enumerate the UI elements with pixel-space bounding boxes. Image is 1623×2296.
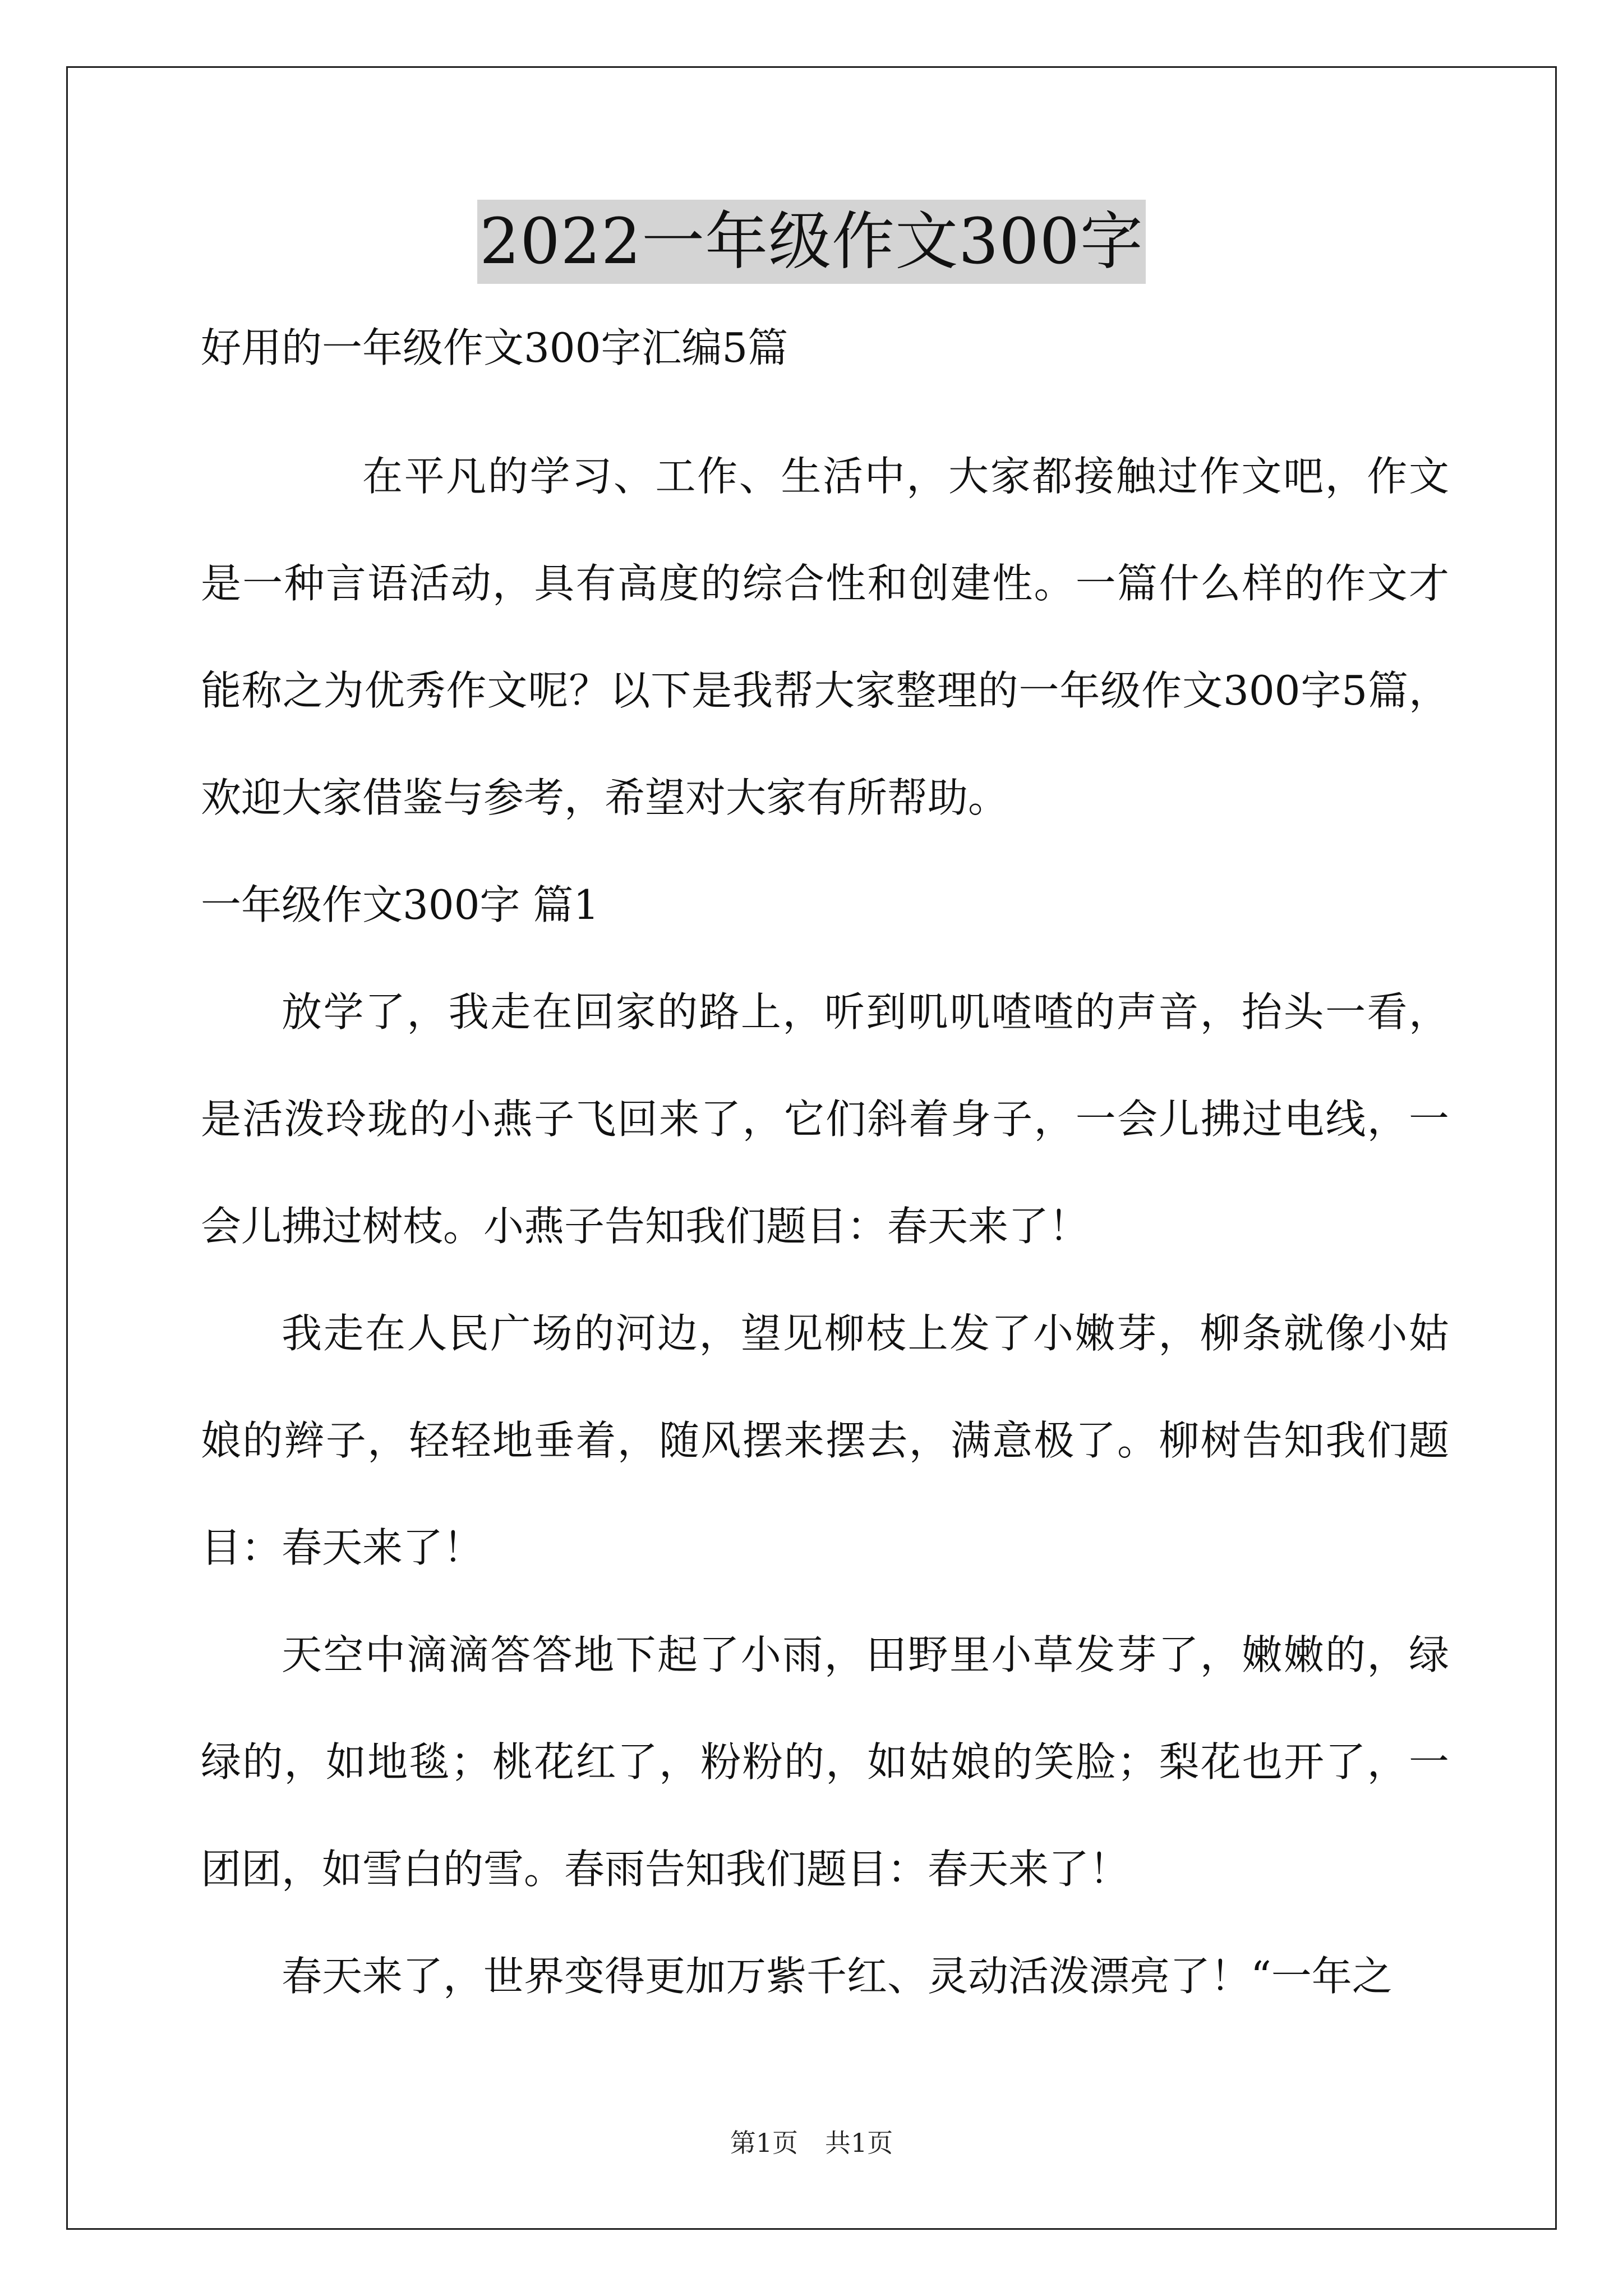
section-heading: 一年级作文300字 篇1 <box>201 881 600 928</box>
section-paragraph: 春天来了，世界变得更加万紫千红、灵动活泼漂亮了！“一年之 <box>282 1953 1393 2000</box>
section-paragraph: 放学了，我走在回家的路上，听到叽叽喳喳的声音，抬头一看，是活泼玲珑的小燕子飞回来了，它们斜着身子，一会儿拂过电线，一会儿拂过树枝。小燕子告知我们题目：春天来了！ <box>201 988 1449 1250</box>
title-container <box>0 200 1623 284</box>
page-number: 第1页 <box>730 2128 798 2158</box>
page-footer <box>0 2126 1623 2160</box>
section-paragraph: 我走在人民广场的河边，望见柳枝上发了小嫩芽，柳条就像小姑娘的辫子，轻轻地垂着，随风摆来摆去，满意极了。柳树告知我们题目：春天来了！ <box>201 1310 1449 1571</box>
document-body <box>201 314 1449 2030</box>
section-paragraph: 天空中滴滴答答地下起了小雨，田野里小草发芽了，嫩嫩的，绿绿的，如地毯；桃花红了，粉粉的，如姑娘的笑脸；梨花也开了，一团团，如雪白的雪。春雨告知我们题目：春天来了！ <box>201 1631 1449 1893</box>
document-title: 2022一年级作文300字 <box>477 200 1146 284</box>
intro-paragraph: 在平凡的学习、工作、生活中，大家都接触过作文吧，作文是一种言语活动，具有高度的综合性和创建性。一篇什么样的作文才能称之为优秀作文呢？以下是我帮大家整理的一年级作文300字5篇，欢迎大家借鉴与参考，希望对大家有所帮助。 <box>201 453 1449 821</box>
document-subtitle: 好用的一年级作文300字汇编5篇 <box>201 324 789 371</box>
section-1 <box>201 852 1449 2030</box>
page-total: 共1页 <box>825 2128 893 2158</box>
